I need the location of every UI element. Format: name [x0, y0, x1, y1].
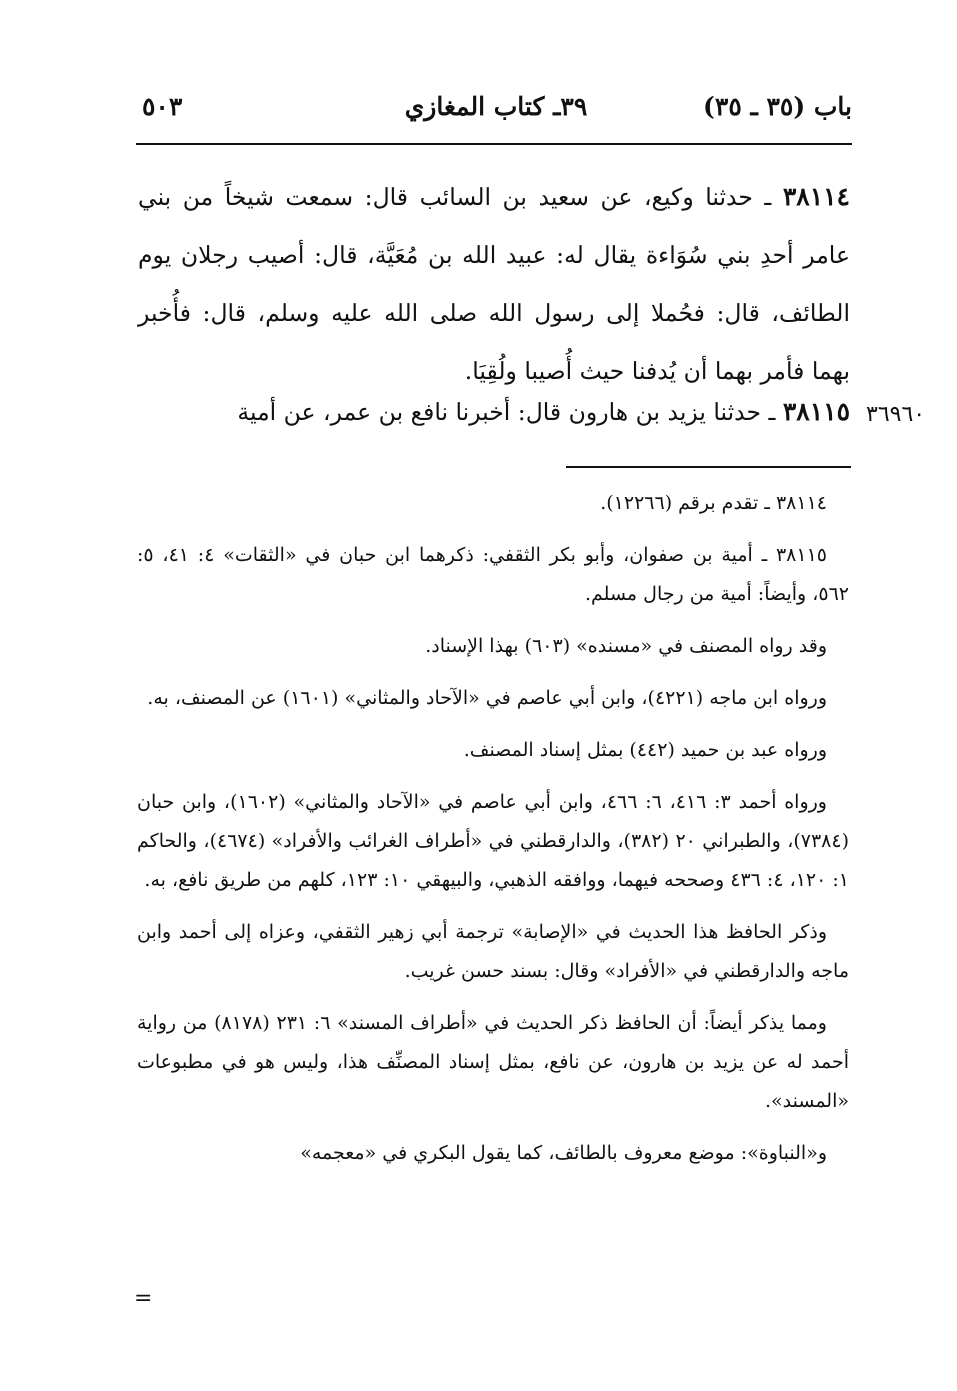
footnote: و«النباوة»: موضع معروف بالطائف، كما يقول البكري في «معجمه» — [300, 1142, 827, 1164]
hadith-text: ـ حدثنا وكيع، عن سعيد بن السائب قال: سمعت شيخاً من بني عامر أحدِ بني سُوَاءة يقال له: عبيد الله بن مُعَيَّة، قال: أصيب رجلان يوم الطائف، قال: فحُملا إلى رسول الله صلى الله عليه وسلم، قال: فأُخبر بهما فأمر بهما أن يُدفنا حيث أُصيبا ولُقِيَا. — [138, 183, 850, 385]
footnote: ورواه ابن ماجه (٤٢٢١)، وابن أبي عاصم في «الآحاد والمثاني» (١٦٠١) عن المصنف، به. — [147, 687, 827, 709]
footnote: ورواه عبد بن حميد (٤٤٢) بمثل إسناد المصنف. — [463, 739, 827, 761]
margin-reference-number: ٣٦٩٦٠ — [866, 402, 926, 427]
footnote: ومما يذكر أيضاً: أن الحافظ ذكر الحديث في «أطراف المسند» ٦: ٢٣١ (٨١٧٨) من رواية أحمد له عن يزيد بن هارون، عن نافع، بمثل إسناد المصنِّف هذا، وليس هو في مطبوعات «المسند». — [137, 1012, 849, 1112]
hadith-38115 — [138, 383, 850, 441]
footnote: ٣٨١١٤ ـ تقدم برقم (١٢٢٦٦). — [600, 492, 827, 514]
book-title: ٣٩ـ كتاب المغازي — [404, 92, 588, 121]
footnote: وذكر الحافظ هذا الحديث في «الإصابة» ترجمة أبي زهير الثقفي، وعزاه إلى أحمد وابن ماجه والدارقطني في «الأفراد» وقال: بسند حسن غريب. — [137, 921, 849, 982]
hadith-text: ـ حدثنا يزيد بن هارون قال: أخبرنا نافع بن عمر، عن أمية — [237, 398, 776, 426]
header-rule — [136, 143, 852, 145]
hadith-38114 — [138, 168, 850, 400]
hadith-number: ٣٨١١٤ — [782, 182, 850, 211]
footnote-separator — [566, 466, 851, 468]
footnote: ٣٨١١٥ ـ أمية بن صفوان، وأبو بكر الثقفي: ذكرهما ابن حبان في «الثقات» ٤: ٤١، ٥: ٥٦٢، وأيضاً: أمية من رجال مسلم. — [137, 544, 849, 605]
hadith-number: ٣٨١١٥ — [782, 397, 850, 426]
hadith-paragraph — [138, 168, 850, 400]
continuation-mark: = — [134, 1286, 153, 1311]
hadith-paragraph — [138, 383, 850, 441]
footnotes — [137, 484, 849, 1173]
footnote: وقد رواه المصنف في «مسنده» (٦٠٣) بهذا الإسناد. — [425, 635, 827, 657]
page-number: ٥٠٣ — [142, 92, 183, 121]
running-header — [140, 92, 852, 134]
footnote: ورواه أحمد ٣: ٤١٦، ٦: ٤٦٦، وابن أبي عاصم في «الآحاد والمثاني» (١٦٠٢)، وابن حبان (٧٣٨٤)، والطبراني ٢٠ (٣٨٢)، والدارقطني في «أطراف الغرائب والأفراد» (٤٦٧٤)، والحاكم ١: ١٢٠، ٤: ٤٣٦ وصححه فيهما، ووافقه الذهبي، والبيهقي ١٠: ١٢٣، كلهم من طريق نافع، به. — [137, 791, 850, 891]
chapter-heading: باب (٣٥ ـ ٣٥) — [703, 92, 852, 121]
